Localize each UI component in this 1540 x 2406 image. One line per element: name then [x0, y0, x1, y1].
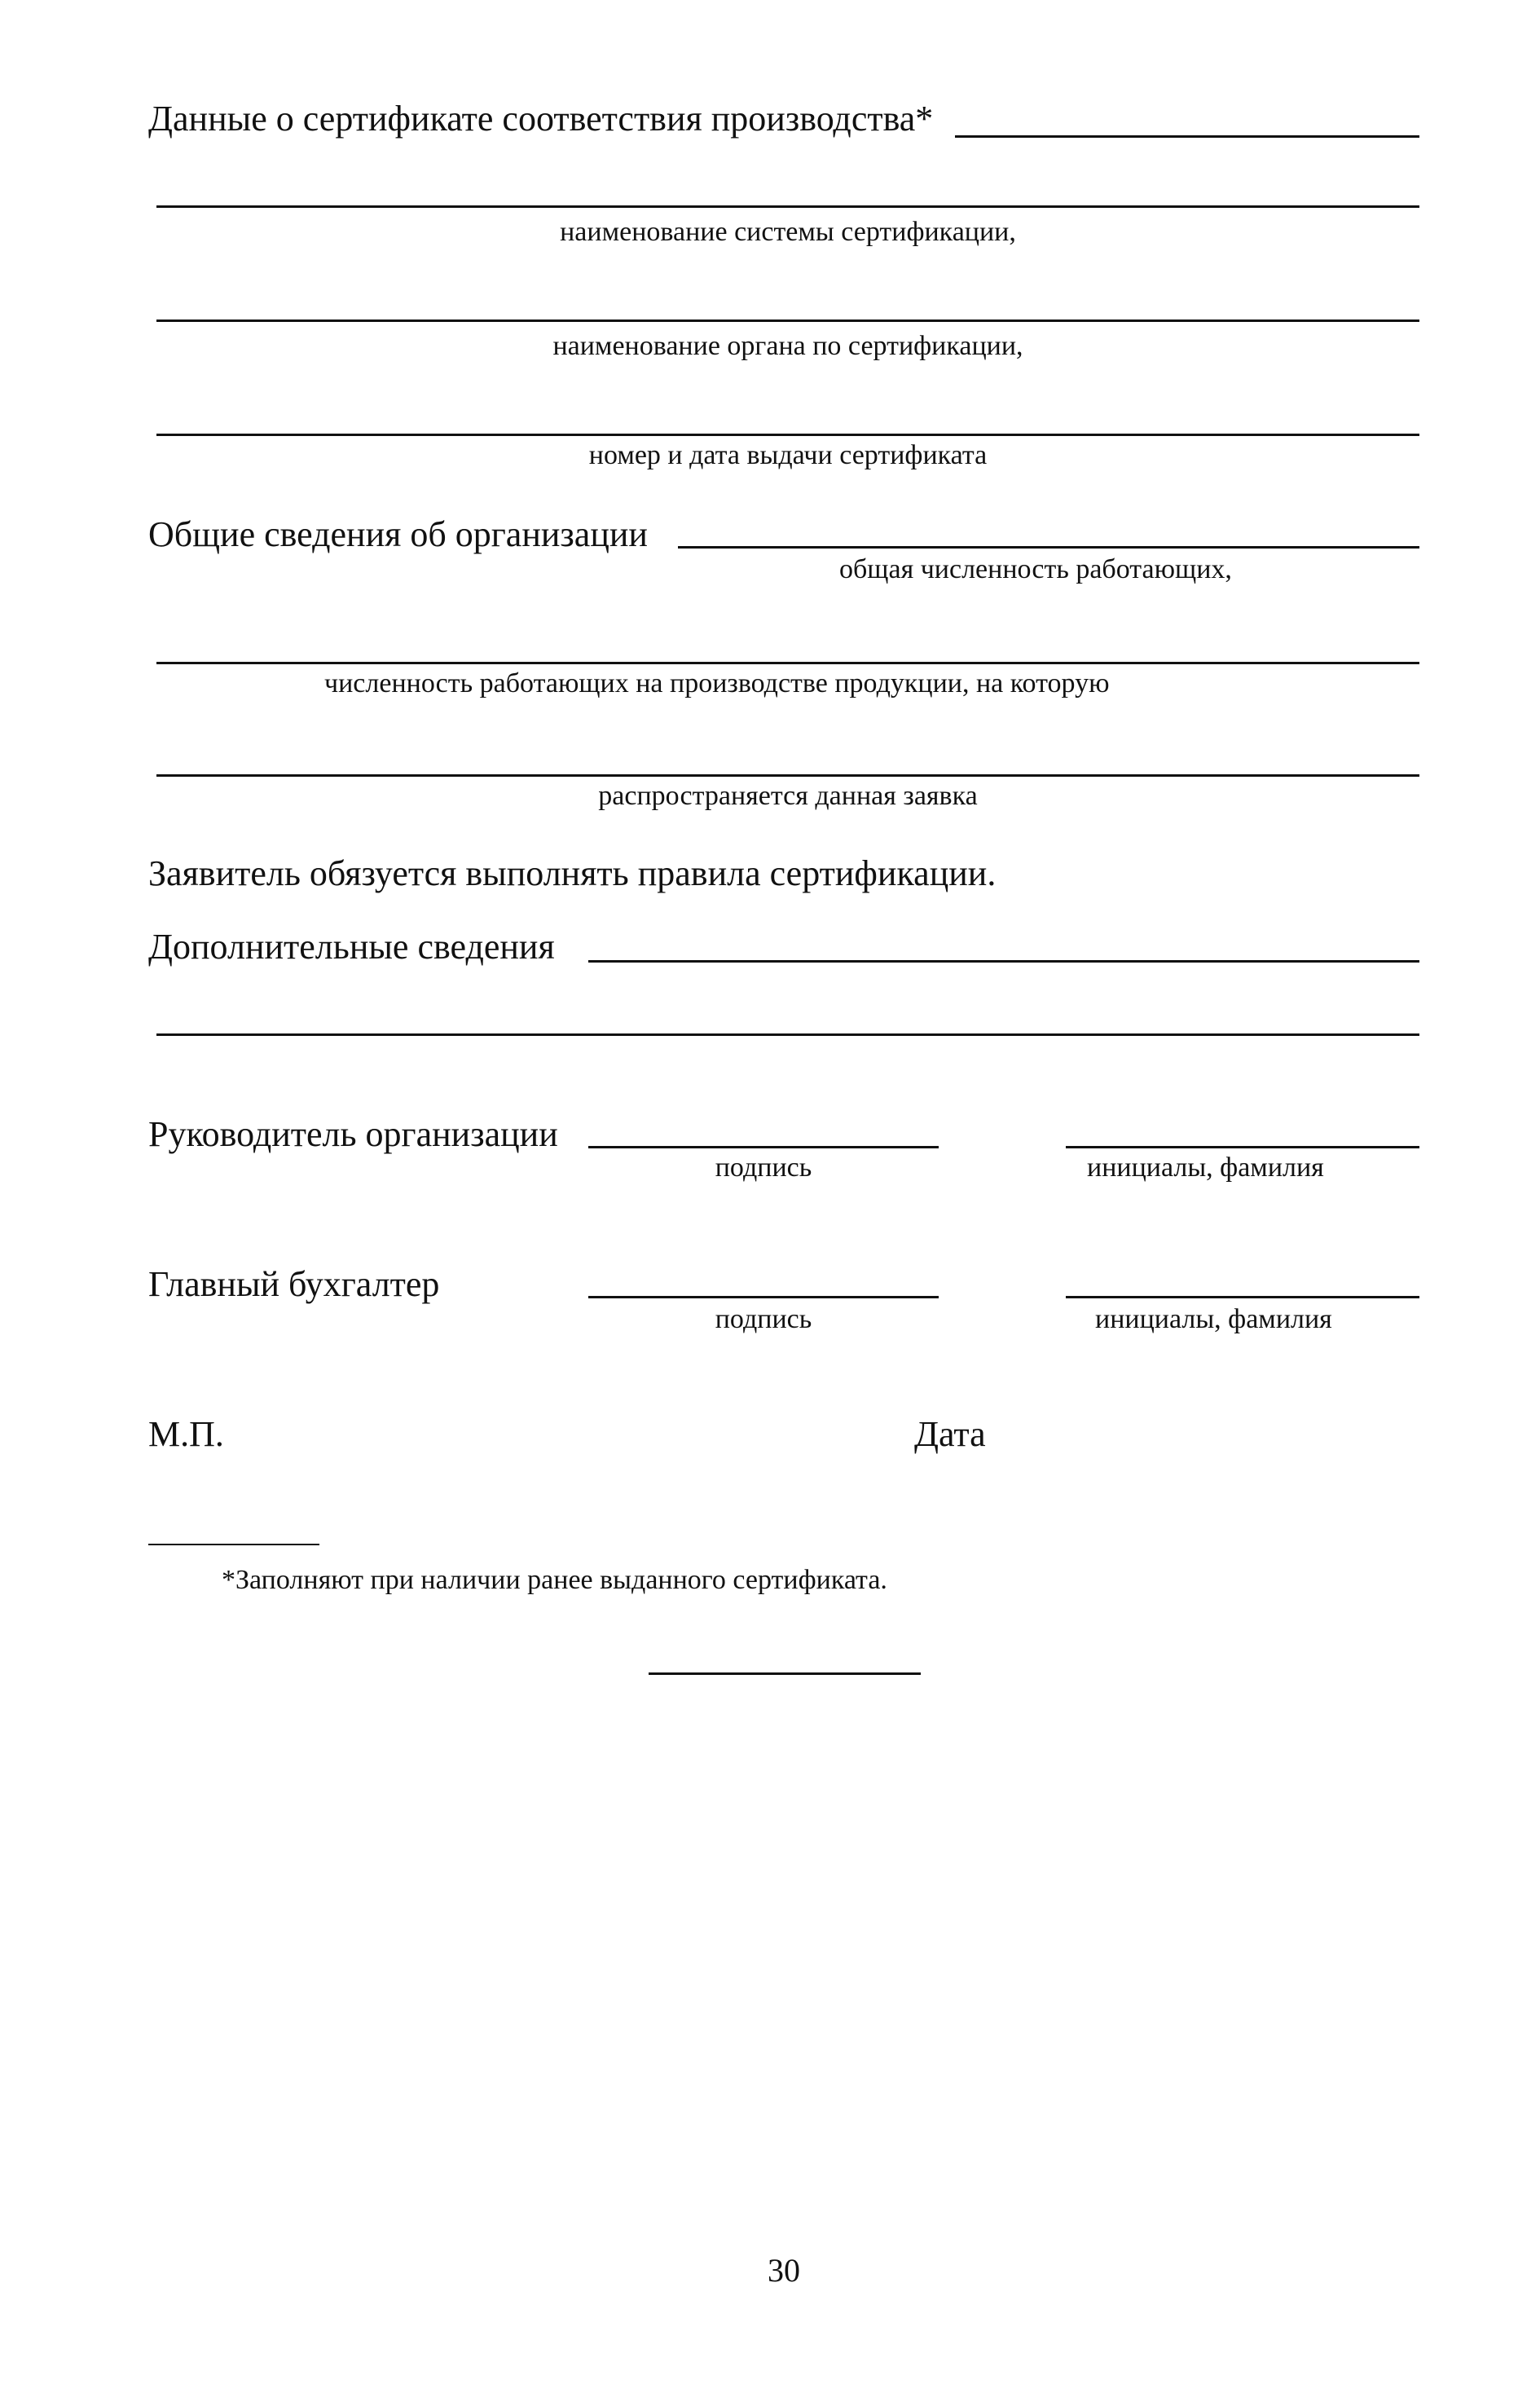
head-name-caption: инициалы, фамилия [1087, 1152, 1324, 1183]
accountant-signature-line[interactable] [588, 1296, 939, 1298]
accountant-signature-caption: подпись [715, 1304, 812, 1334]
footnote-text: *Заполняют при наличии ранее выданного сертификата. [222, 1565, 887, 1595]
production-staff-field-line[interactable] [156, 662, 1419, 664]
page-number: 30 [768, 2252, 800, 2289]
accountant-name-line[interactable] [1066, 1296, 1419, 1298]
cert-system-field-line[interactable] [156, 205, 1419, 208]
accountant-label: Главный бухгалтер [148, 1264, 440, 1304]
head-signature-caption: подпись [715, 1152, 812, 1183]
production-staff-caption: численность работающих на производстве продукции, на которую [324, 668, 1110, 698]
application-scope-field-line[interactable] [156, 774, 1419, 777]
cert-number-field-line[interactable] [156, 434, 1419, 436]
accountant-name-caption: инициалы, фамилия [1095, 1304, 1332, 1334]
total-staff-caption: общая численность работающих, [839, 554, 1232, 584]
stamp-label: М.П. [148, 1414, 224, 1454]
obligation-text: Заявитель обязуется выполнять правила сертификации. [148, 853, 997, 893]
org-info-field-line[interactable] [678, 546, 1419, 549]
cert-body-caption: наименование органа по сертификации, [552, 331, 1023, 361]
footnote-separator [148, 1544, 319, 1545]
certificate-label: Данные о сертификате соответствия производства* [148, 99, 934, 139]
cert-number-caption: номер и дата выдачи сертификата [588, 440, 988, 470]
closing-rule [649, 1672, 921, 1675]
org-info-label: Общие сведения об организации [148, 514, 648, 554]
head-label: Руководитель организации [148, 1114, 558, 1154]
additional-info-field-line-2[interactable] [156, 1033, 1419, 1036]
date-label: Дата [914, 1414, 986, 1454]
head-signature-line[interactable] [588, 1146, 939, 1148]
cert-system-caption: наименование системы сертификации, [560, 217, 1016, 247]
additional-info-field-line[interactable] [588, 960, 1419, 963]
cert-body-field-line[interactable] [156, 319, 1419, 322]
additional-info-label: Дополнительные сведения [148, 927, 555, 967]
head-name-line[interactable] [1066, 1146, 1419, 1148]
application-scope-caption: распространяется данная заявка [598, 781, 978, 811]
certificate-field-line[interactable] [955, 135, 1419, 138]
